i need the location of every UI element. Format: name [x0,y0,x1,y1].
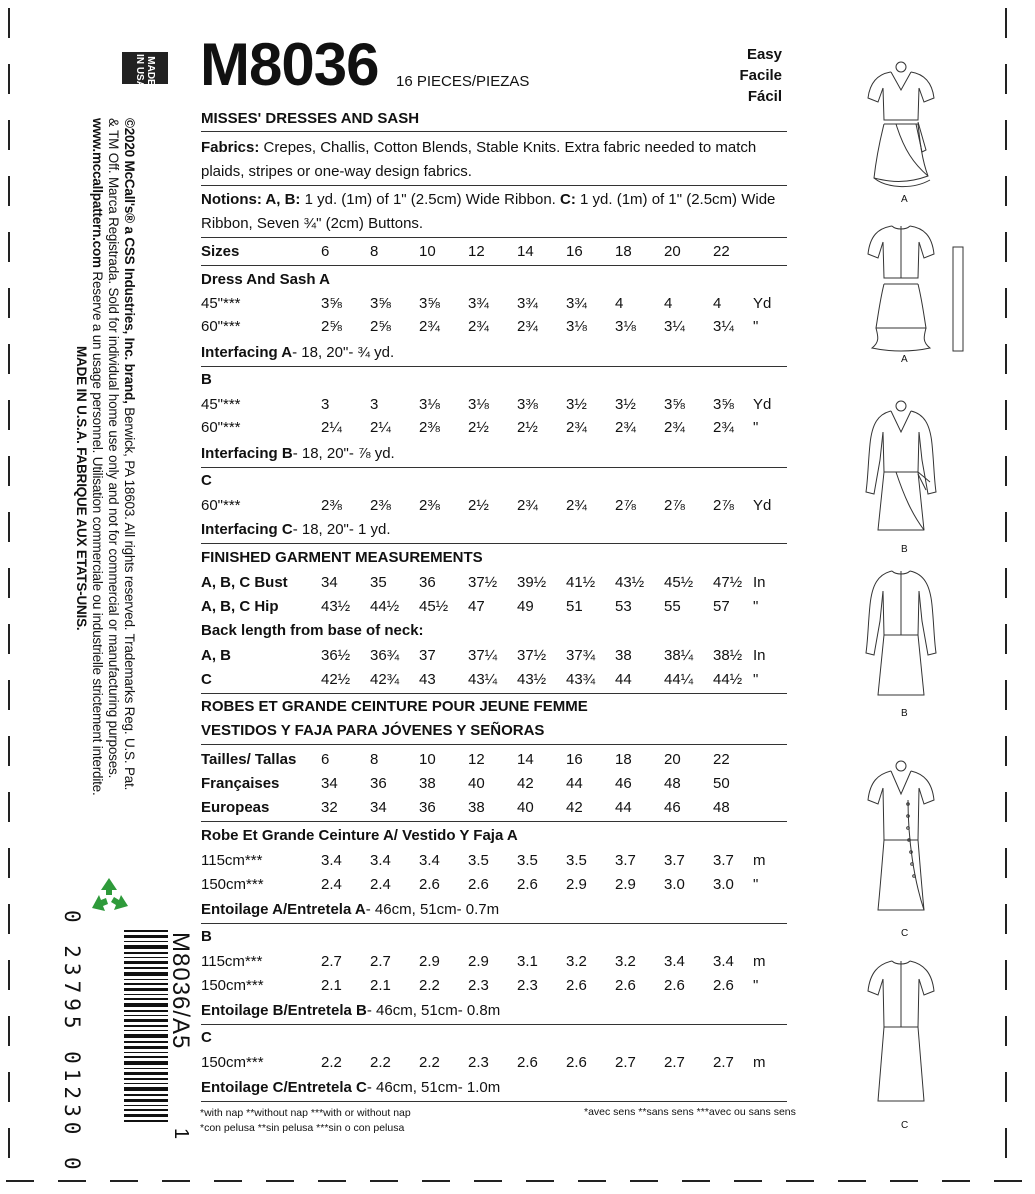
cell-size-3: 3⅛ [419,396,440,413]
row-label: 60"*** [201,318,241,335]
sizes-row [201,241,787,263]
cell-size-9: 3⅝ [713,396,734,413]
cell-size-5: 43½ [517,671,547,688]
style-id-text: M8036/A5 [167,932,194,1050]
made-in-usa-badge [122,52,168,88]
entoilage-b-label: Entoilage B/Entretela B [201,1002,367,1019]
cell-size-6: 3¾ [566,295,587,312]
entoilage-c-text: - 46cm, 51cm- 1.0m [366,1079,501,1096]
cell-size-5: 3.5 [517,852,538,869]
cell-size-9: 2⅞ [713,497,734,514]
row-label: Sizes [201,243,240,260]
cell-size-4: 43¼ [468,671,498,688]
row-unit: Yd [753,295,772,312]
cell-size-6: 51 [566,598,583,615]
interfacing-a [201,342,787,364]
row-label: 45"*** [201,295,241,312]
cell-size-9: 3.7 [713,852,734,869]
row-unit: m [753,1054,766,1071]
row-label: A, B, C Hip [201,598,279,615]
notions-text-c: 1 yd. (1m) of 1" (2.5cm) Wide Ribbon, Seven ¾" (2cm) Buttons. [201,191,776,232]
cell-size-6: 2¾ [566,497,587,514]
cell-size-9: 3.4 [713,953,734,970]
cell-size-3: 2.6 [419,876,440,893]
b-45-row [201,394,787,416]
row-unit: " [753,977,759,994]
cell-size-3: 36 [419,799,436,816]
cell-size-2: 2.2 [370,1054,391,1071]
cell-size-7: 3.2 [615,953,636,970]
cell-size-3: 36 [419,574,436,591]
difficulty-es: Fácil [747,88,782,105]
cell-size-7: 2.6 [615,977,636,994]
b-heading: B [201,371,212,388]
cell-size-8: 2.7 [664,1054,685,1071]
entoilage-b-text: - 46cm, 51cm- 0.8m [366,1002,501,1019]
cell-size-8: 3⅝ [664,396,685,413]
fabrics-text: Crepes, Challis, Cotton Blends, Stable Knits. Extra fabric needed to match plaids, stripes or one-way design fabrics. [201,139,757,180]
cell-size-2: 35 [370,574,387,591]
cell-size-8: 20 [664,243,681,260]
cell-size-4: 47 [468,598,485,615]
c-60-row [201,495,787,517]
website: www.mccallpattern.com [90,118,105,268]
interfacing-b [201,443,787,465]
french-title: ROBES ET GRANDE CEINTURE POUR JEUNE FEMME [201,698,588,715]
cell-size-1: 34 [321,574,338,591]
barcode-suffix [169,1128,192,1140]
cell-size-5: 42 [517,775,534,792]
footnote-french: *avec sens **sans sens ***avec ou sans sens [584,1106,796,1118]
cell-size-4: 2½ [468,497,489,514]
cell-size-7: 2.7 [615,1054,636,1071]
cell-size-4: 2.3 [468,1054,489,1071]
rb-heading: B [201,928,212,945]
entoilage-c [201,1077,787,1099]
cell-size-1: 34 [321,775,338,792]
interfacing-c-text: - 18, 20"- 1 yd. [292,521,391,538]
a-60-row [201,316,787,338]
cell-size-9: 57 [713,598,730,615]
robe-a-title: Robe Et Grande Ceinture A/ Vestido Y Faja A [201,827,518,844]
cell-size-4: 3⅛ [468,396,489,413]
a-45-row [201,293,787,315]
cell-size-9: 4 [713,295,722,312]
cell-size-5: 2¾ [517,318,538,335]
cell-size-1: 6 [321,243,330,260]
notions-text-ab: 1 yd. (1m) of 1" (2.5cm) Wide Ribbon. [300,191,561,208]
cell-size-4: 2.3 [468,977,489,994]
row-label: Tailles/ Tallas [201,751,297,768]
notions-paragraph [201,188,787,236]
cell-size-6: 3.5 [566,852,587,869]
cell-size-4: 37¼ [468,647,498,664]
row-label: Françaises [201,775,280,792]
dress-a-front-sketch [856,60,946,190]
row-unit: In [753,574,766,591]
copyright-line-4 [74,346,89,630]
cell-size-1: 2¼ [321,419,342,436]
cell-size-1: 2.7 [321,953,342,970]
dress-c-back-sketch [856,955,946,1120]
footnote-english: *with nap **without nap ***with or without nap [200,1107,411,1119]
ra-150-row [201,874,787,896]
entoilage-c-label: Entoilage C/Entretela C [201,1079,367,1096]
cell-size-5: 3.1 [517,953,538,970]
cell-size-1: 2.2 [321,1054,342,1071]
dress-sash-a-heading: Dress And Sash A [201,271,330,288]
cell-size-3: 3⅝ [419,295,440,312]
cell-size-5: 39½ [517,574,547,591]
copyright-address: Berwick, PA 18603. All rights reserved. Trademarks Reg. U.S. Pat. [122,403,137,791]
cell-size-9: 38½ [713,647,743,664]
cell-size-1: 2.4 [321,876,342,893]
cell-size-4: 40 [468,775,485,792]
sketch-label-a1: A [901,194,908,205]
row-label: A, B, C Bust [201,574,288,591]
cell-size-1: 32 [321,799,338,816]
entoilage-a-label: Entoilage A/Entretela A [201,901,366,918]
rb-115-row [201,951,787,973]
dress-c-front-sketch [856,760,946,925]
row-label: A, B [201,647,231,664]
cell-size-6: 2.6 [566,977,587,994]
cell-size-5: 2.6 [517,876,538,893]
cell-size-4: 38 [468,799,485,816]
cell-size-1: 36½ [321,647,351,664]
recycle-icon [88,876,130,918]
copyright-french: Reserve a un usage personnel. Utilisation commerciale ou industrielle strictement interdite. [90,267,105,796]
cell-size-6: 44 [566,775,583,792]
row-unit: Yd [753,396,772,413]
cell-size-7: 18 [615,243,632,260]
cell-size-1: 3⅝ [321,295,342,312]
cell-size-1: 3.4 [321,852,342,869]
cell-size-1: 42½ [321,671,351,688]
cell-size-9: 2.7 [713,1054,734,1071]
cell-size-8: 2.6 [664,977,685,994]
difficulty-level [690,44,782,107]
cell-size-4: 2.9 [468,953,489,970]
cell-size-5: 49 [517,598,534,615]
cell-size-1: 43½ [321,598,351,615]
cell-size-6: 42 [566,799,583,816]
cell-size-4: 12 [468,243,485,260]
cell-size-2: 2⅜ [370,497,391,514]
row-unit: " [753,598,759,615]
cell-size-8: 3¼ [664,318,685,335]
difficulty-fr: Facile [739,67,782,84]
cell-size-2: 34 [370,799,387,816]
cell-size-6: 16 [566,243,583,260]
ra-115-row [201,850,787,872]
pattern-number: M8036 [200,31,379,98]
cell-size-6: 41½ [566,574,596,591]
cell-size-3: 2.9 [419,953,440,970]
cell-size-5: 14 [517,243,534,260]
cell-size-2: 36 [370,775,387,792]
francaises-row [201,773,787,795]
cell-size-6: 3½ [566,396,587,413]
cell-size-6: 37¾ [566,647,596,664]
sketch-label-c1: C [901,928,909,939]
cell-size-2: 2.1 [370,977,391,994]
cell-size-2: 3⅝ [370,295,391,312]
cell-size-4: 37½ [468,574,498,591]
row-unit: " [753,318,759,335]
cell-size-8: 4 [664,295,673,312]
cell-size-9: 48 [713,799,730,816]
copyright-line-1 [122,118,137,790]
back-c-row [201,669,787,691]
cell-size-7: 38 [615,647,632,664]
cell-size-6: 2.6 [566,1054,587,1071]
row-label: C [201,671,212,688]
cell-size-5: 2¾ [517,497,538,514]
copyright-line-2 [106,118,121,778]
cell-size-6: 43¾ [566,671,596,688]
interfacing-a-text: - 18, 20"- ¾ yd. [292,344,395,361]
row-unit: In [753,647,766,664]
cell-size-4: 3¾ [468,295,489,312]
notions-label: Notions: A, B: [201,191,301,208]
cell-size-5: 40 [517,799,534,816]
cell-size-2: 2¼ [370,419,391,436]
interfacing-b-label: Interfacing B [201,445,293,462]
cell-size-3: 2⅜ [419,497,440,514]
barcode-number [60,910,84,1175]
fabrics-label: Fabrics: [201,139,260,156]
cell-size-7: 2.9 [615,876,636,893]
cell-size-4: 3.5 [468,852,489,869]
cell-size-8: 20 [664,751,681,768]
cell-size-2: 3 [370,396,379,413]
difficulty-en: Easy [746,46,782,63]
row-unit: Yd [753,497,772,514]
cell-size-7: 4 [615,295,624,312]
cell-size-3: 10 [419,751,436,768]
cell-size-7: 44 [615,799,632,816]
cell-size-5: 3⅜ [517,396,538,413]
cell-size-8: 48 [664,775,681,792]
row-label: 150cm*** [201,977,264,994]
entoilage-a [201,899,787,921]
cell-size-5: 3¾ [517,295,538,312]
rc-150-row [201,1052,787,1074]
cell-size-4: 12 [468,751,485,768]
cell-size-7: 3.7 [615,852,636,869]
cell-size-6: 2.9 [566,876,587,893]
cell-size-3: 3.4 [419,852,440,869]
row-label: 150cm*** [201,1054,264,1071]
barcode-suffix-text: 1 [170,1128,192,1141]
cell-size-3: 45½ [419,598,449,615]
cell-size-1: 6 [321,751,330,768]
sketch-label-a2: A [901,354,908,365]
cell-size-9: 50 [713,775,730,792]
sketch-label-b2: B [901,708,908,719]
dress-b-front-sketch [856,400,946,540]
row-label: Europeas [201,799,270,816]
back-length-title: Back length from base of neck: [201,622,424,639]
cell-size-9: 3.0 [713,876,734,893]
cell-size-6: 16 [566,751,583,768]
cell-size-7: 18 [615,751,632,768]
made-in-usa-text: MADE IN USA [134,54,156,88]
cell-size-2: 8 [370,243,379,260]
rc-heading: C [201,1029,212,1046]
cell-size-7: 43½ [615,574,645,591]
europeas-row [201,797,787,819]
cell-size-5: 14 [517,751,534,768]
cell-size-4: 2½ [468,419,489,436]
cell-size-8: 2¾ [664,419,685,436]
dress-a-back-sketch [856,220,946,355]
cell-size-7: 3½ [615,396,636,413]
cell-size-9: 22 [713,243,730,260]
footnote-spanish: *con pelusa **sin pelusa ***sin o con pelusa [200,1122,405,1134]
interfacing-b-text: - 18, 20"- ⅞ yd. [292,445,395,462]
copyright-usage: & TM Off. Marca Registrada. Sold for individual home use only and not for commercial or manufacturing purposes. [106,118,121,779]
cell-size-9: 47½ [713,574,743,591]
cell-size-3: 2¾ [419,318,440,335]
cell-size-2: 3.4 [370,852,391,869]
fabrics-paragraph [201,136,787,184]
row-unit: " [753,876,759,893]
style-id [166,932,194,1049]
cell-size-8: 55 [664,598,681,615]
tailles-row [201,749,787,771]
rb-150-row [201,975,787,997]
back-ab-row [201,645,787,667]
sketch-label-c2: C [901,1120,909,1131]
cell-size-3: 43 [419,671,436,688]
cell-size-7: 44 [615,671,632,688]
interfacing-c-label: Interfacing C [201,521,293,538]
spanish-title: VESTIDOS Y FAJA PARA JÓVENES Y SEÑORAS [201,722,545,739]
cell-size-2: 42¾ [370,671,400,688]
row-label: 115cm*** [201,852,263,869]
cell-size-2: 2⅝ [370,318,391,335]
cell-size-3: 2.2 [419,977,440,994]
bust-row [201,572,787,594]
cell-size-8: 44¼ [664,671,694,688]
cell-size-9: 22 [713,751,730,768]
b-60-row [201,417,787,439]
cell-size-2: 2.7 [370,953,391,970]
cell-size-4: 2.6 [468,876,489,893]
made-in-usa-line: MADE IN U.S.A. FABRIQUE AUX ETATS-UNIS. [74,346,89,631]
cell-size-3: 38 [419,775,436,792]
row-label: 60"*** [201,419,241,436]
entoilage-a-text: - 46cm, 51cm- 0.7m [365,901,500,918]
row-unit: m [753,852,766,869]
cell-size-8: 38¼ [664,647,694,664]
cell-size-1: 2⅝ [321,318,342,335]
cell-size-2: 44½ [370,598,400,615]
cell-size-6: 3⅛ [566,318,587,335]
copyright-line-3 [90,118,105,796]
row-label: 115cm*** [201,953,263,970]
pieces-count: 16 PIECES/PIEZAS [396,73,530,90]
cell-size-3: 2⅜ [419,419,440,436]
cell-size-8: 3.4 [664,953,685,970]
barcode-digits: 0 23795 01230 0 [60,910,84,1175]
cell-size-9: 2.6 [713,977,734,994]
cell-size-9: 2¾ [713,419,734,436]
cell-size-7: 2⅞ [615,497,636,514]
cell-size-6: 3.2 [566,953,587,970]
cell-size-3: 2.2 [419,1054,440,1071]
cell-size-7: 2¾ [615,419,636,436]
cell-size-1: 2⅜ [321,497,342,514]
cell-size-5: 2½ [517,419,538,436]
cell-size-9: 3¼ [713,318,734,335]
cell-size-1: 2.1 [321,977,342,994]
notions-label-c: C: [560,191,576,208]
cell-size-8: 46 [664,799,681,816]
row-label: 45"*** [201,396,241,413]
sketch-label-b1: B [901,544,908,555]
cell-size-5: 37½ [517,647,547,664]
footnotes-left [200,1106,411,1136]
cell-size-7: 3⅛ [615,318,636,335]
dress-b-back-sketch [856,565,946,705]
row-unit: " [753,671,759,688]
cell-size-2: 2.4 [370,876,391,893]
cell-size-2: 36¾ [370,647,400,664]
hip-row [201,596,787,618]
copyright-brand: ©2020 McCall's® a CSS Industries, Inc. brand, [122,118,137,404]
cell-size-3: 37 [419,647,436,664]
cell-size-5: 2.3 [517,977,538,994]
sash-sketch [950,245,966,355]
cell-size-2: 8 [370,751,379,768]
row-label: 60"*** [201,497,241,514]
row-label: 150cm*** [201,876,264,893]
interfacing-c [201,519,787,541]
cell-size-8: 3.0 [664,876,685,893]
garment-sketches [848,60,958,1140]
misses-title: MISSES' DRESSES AND SASH [201,110,420,127]
cell-size-6: 2¾ [566,419,587,436]
cell-size-7: 46 [615,775,632,792]
cell-size-4: 2¾ [468,318,489,335]
cell-size-8: 2⅞ [664,497,685,514]
c-heading: C [201,472,212,489]
cell-size-8: 45½ [664,574,694,591]
cell-size-8: 3.7 [664,852,685,869]
row-unit: " [753,419,759,436]
finished-title: FINISHED GARMENT MEASUREMENTS [201,549,483,566]
cell-size-5: 2.6 [517,1054,538,1071]
cell-size-3: 10 [419,243,436,260]
entoilage-b [201,1000,787,1022]
cell-size-1: 3 [321,396,330,413]
cell-size-7: 53 [615,598,632,615]
cell-size-9: 44½ [713,671,743,688]
row-unit: m [753,953,766,970]
interfacing-a-label: Interfacing A [201,344,293,361]
